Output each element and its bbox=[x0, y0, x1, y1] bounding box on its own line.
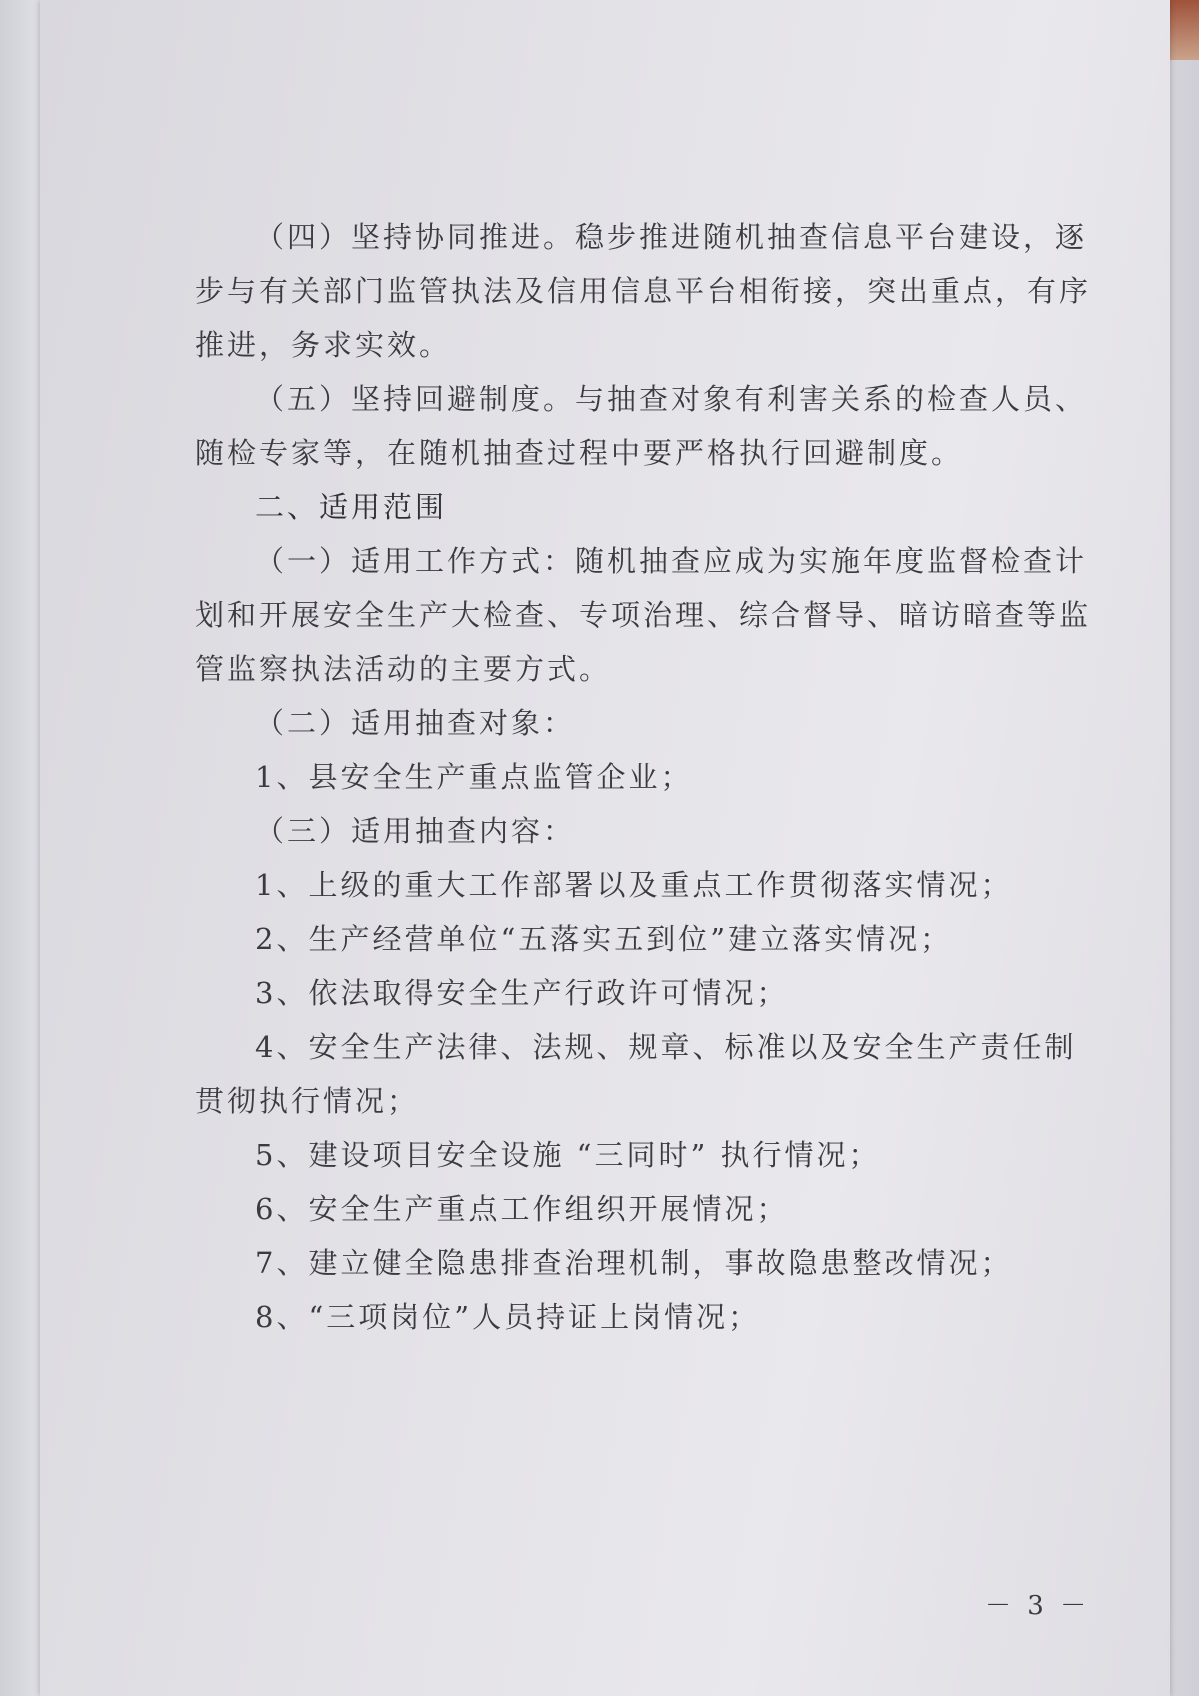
scope-3-item-8: 8、“三项岗位”人员持证上岗情况； bbox=[255, 1300, 761, 1334]
paragraph-4-line-3: 推进，务求实效。 bbox=[195, 328, 452, 362]
scope-1-line-3: 管监察执法活动的主要方式。 bbox=[195, 652, 612, 686]
scope-3-item-6: 6、安全生产重点工作组织开展情况； bbox=[255, 1192, 789, 1226]
paragraph-4-line-1: （四）坚持协同推进。稳步推进随机抽查信息平台建设，逐 bbox=[255, 220, 1088, 254]
scope-3-item-2: 2、生产经营单位“五落实五到位”建立落实情况； bbox=[255, 922, 953, 956]
scope-1-line-1: （一）适用工作方式：随机抽查应成为实施年度监督检查计 bbox=[255, 544, 1088, 578]
scope-3-item-4-line-2: 贯彻执行情况； bbox=[195, 1084, 420, 1118]
paragraph-5-line-1: （五）坚持回避制度。与抽查对象有利害关系的检查人员、 bbox=[255, 382, 1088, 416]
paragraph-5-line-2: 随检专家等，在随机抽查过程中要严格执行回避制度。 bbox=[195, 436, 964, 470]
document-body bbox=[195, 210, 1092, 1344]
scope-2-item-1: 1、县安全生产重点监管企业； bbox=[255, 760, 693, 794]
scope-3-item-3: 3、依法取得安全生产行政许可情况； bbox=[255, 976, 789, 1010]
scope-3-item-5: 5、建设项目安全设施 “三同时” 执行情况； bbox=[255, 1138, 881, 1172]
scope-3-item-4-line-1: 4、安全生产法律、法规、规章、标准以及安全生产责任制 bbox=[255, 1030, 1077, 1064]
scope-1-line-2: 划和开展安全生产大检查、专项治理、综合督导、暗访暗查等监 bbox=[195, 598, 1092, 632]
paragraph-4-line-2: 步与有关部门监管执法及信用信息平台相衔接，突出重点，有序 bbox=[195, 274, 1092, 308]
scope-2-heading: （二）适用抽查对象： bbox=[255, 706, 576, 740]
section-heading-scope: 二、适用范围 bbox=[255, 490, 448, 524]
scope-3-heading: （三）适用抽查内容： bbox=[255, 814, 576, 848]
scope-3-item-7: 7、建立健全隐患排查治理机制，事故隐患整改情况； bbox=[255, 1246, 1013, 1280]
scope-3-item-1: 1、上级的重大工作部署以及重点工作贯彻落实情况； bbox=[255, 868, 1013, 902]
page-number: － 3 － bbox=[985, 1591, 1091, 1621]
